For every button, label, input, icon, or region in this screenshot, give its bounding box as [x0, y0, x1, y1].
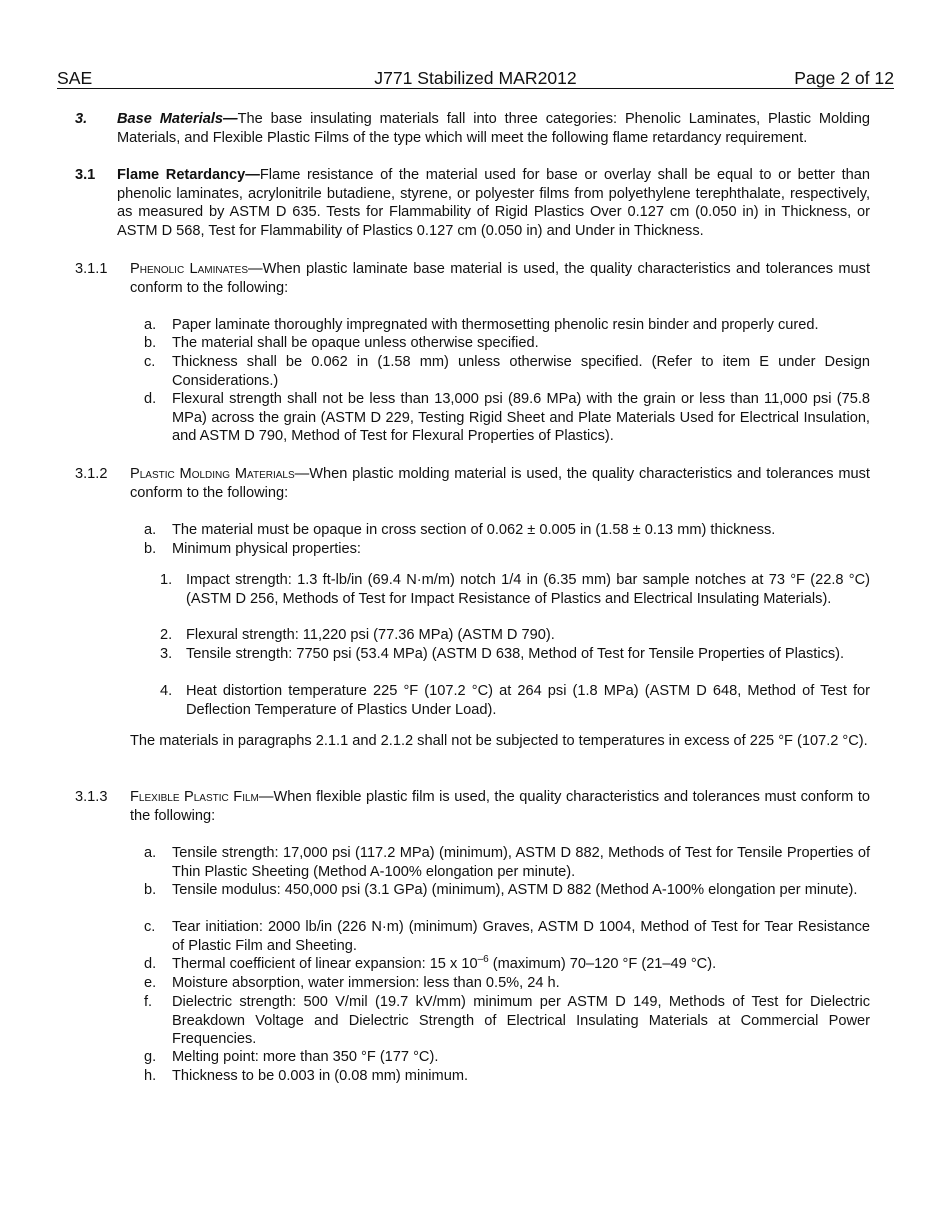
list-label: b.	[144, 335, 157, 351]
property-item: Flexural strength: 11,220 psi (77.36 MPa) (ASTM D 790).	[186, 627, 555, 643]
list-label: c.	[144, 354, 156, 370]
section-paragraph	[130, 788, 870, 825]
section-text: —When plastic molding material is used, the quality characteristics and tolerances must conform to the following:	[130, 466, 870, 501]
section-title: Phenolic Laminates	[130, 261, 249, 277]
list-item: Tear initiation: 2000 lb/in (226 N·m) (minimum) Graves, ASTM D 1004, Method of Test for Tear Resistance of Plastic Film and Sheeting.	[172, 919, 870, 954]
property-label: 3.	[160, 646, 173, 662]
header-org: SAE	[57, 68, 93, 88]
list-label: b.	[144, 541, 157, 557]
list-item	[172, 955, 870, 974]
list-item-text: Thermal coefficient of linear expansion: 15 x 10	[172, 956, 478, 972]
property-item: Impact strength: 1.3 ft-lb/in (69.4 N·m/m) notch 1/4 in (6.35 mm) bar sample notches at 73 °F (22.8 °C) (ASTM D 256, Methods of Test for Impact Resistance of Plastics and Electrical Insulating Materials).	[186, 572, 870, 607]
list-item: Minimum physical properties:	[172, 541, 361, 557]
section-number: 3.	[75, 111, 88, 127]
property-label: 4.	[160, 683, 173, 699]
list-item: Flexural strength shall not be less than 13,000 psi (89.6 MPa) with the grain or less than 11,000 psi (75.8 MPa) across the grain (ASTM D 229, Testing Rigid Sheet and Plate Materials Used for Electrical Insulation, and ASTM D 790, Method of Test for Flexural Properties of Plastics).	[172, 391, 870, 444]
section-text: —When plastic laminate base material is used, the quality characteristics and tolerances must conform to the following:	[130, 261, 871, 296]
list-item: Tensile modulus: 450,000 psi (3.1 GPa) (minimum), ASTM D 882 (Method A-100% elongation per minute).	[172, 882, 858, 898]
list-item: Melting point: more than 350 °F (177 °C).	[172, 1049, 439, 1065]
section-paragraph	[117, 166, 870, 240]
list-label: h.	[144, 1068, 157, 1084]
page-header	[57, 68, 894, 89]
list-item-text: (maximum) 70–120 °F (21–49 °C).	[488, 956, 717, 972]
section-title: Base Materials—	[117, 111, 238, 127]
list-label: e.	[144, 975, 157, 991]
list-label: a.	[144, 317, 157, 333]
section-number: 3.1.1	[75, 261, 108, 277]
section-title: Flame Retardancy—	[117, 167, 260, 183]
header-doc-id: J771 Stabilized MAR2012	[374, 68, 577, 88]
list-label: b.	[144, 882, 157, 898]
list-label: d.	[144, 391, 157, 407]
list-item: The material must be opaque in cross section of 0.062 ± 0.005 in (1.58 ± 0.13 mm) thickness.	[172, 522, 776, 538]
section-number: 3.1.2	[75, 466, 108, 482]
section-text: The base insulating materials fall into three categories: Phenolic Laminates, Plastic Molding Materials, and Flexible Plastic Films of the type which will meet the following flame retardancy requirement.	[117, 111, 870, 146]
list-item: Moisture absorption, water immersion: less than 0.5%, 24 h.	[172, 975, 560, 991]
section-paragraph	[130, 260, 870, 297]
section-title: Plastic Molding Materials	[130, 466, 295, 482]
section-paragraph	[130, 465, 870, 502]
property-item: Heat distortion temperature 225 °F (107.2 °C) at 264 psi (1.8 MPa) (ASTM D 648, Method of Test for Deflection Temperature of Plastics Under Load).	[186, 683, 870, 718]
list-label: a.	[144, 522, 157, 538]
exponent: –6	[477, 954, 489, 965]
header-page-number: Page 2 of 12	[794, 68, 894, 88]
section-number: 3.1.3	[75, 789, 108, 805]
section-paragraph	[117, 110, 870, 147]
list-label: f.	[144, 994, 153, 1010]
section-text: Flame resistance of the material used for base or overlay shall be equal to or better than phenolic laminates, acrylonitrile butadiene, styrene, or polyester films from polyethylene terephthalate, respectively, as measured by ASTM D 635. Tests for Flammability of Rigid Plastics Over 0.127 cm (0.050 in) in Thickness, or ASTM D 568, Test for Flammability of Plastics 0.127 cm (0.050 in) and Under in Thickness.	[117, 167, 870, 239]
property-item: Tensile strength: 7750 psi (53.4 MPa) (ASTM D 638, Method of Test for Tensile Properties of Plastics).	[186, 646, 845, 662]
list-item: Tensile strength: 17,000 psi (117.2 MPa) (minimum), ASTM D 882, Methods of Test for Tensile Properties of Thin Plastic Sheeting (Method A-100% elongation per minute).	[172, 845, 870, 880]
property-label: 2.	[160, 627, 173, 643]
list-item: Thickness to be 0.003 in (0.08 mm) minimum.	[172, 1068, 469, 1084]
note-paragraph: The materials in paragraphs 2.1.1 and 2.1.2 shall not be subjected to temperatures in excess of 225 °F (107.2 °C).	[130, 733, 868, 749]
section-number: 3.1	[75, 167, 96, 183]
list-label: c.	[144, 919, 156, 935]
list-item: Paper laminate thoroughly impregnated with thermosetting phenolic resin binder and properly cured.	[172, 317, 819, 333]
list-item: The material shall be opaque unless otherwise specified.	[172, 335, 539, 351]
list-label: g.	[144, 1049, 157, 1065]
section-title: Flexible Plastic Film	[130, 789, 259, 805]
section-text: —When flexible plastic film is used, the quality characteristics and tolerances must conform to the following:	[130, 789, 870, 824]
list-item: Thickness shall be 0.062 in (1.58 mm) unless otherwise specified. (Refer to item E under Design Considerations.)	[172, 354, 870, 389]
list-label: a.	[144, 845, 157, 861]
list-label: d.	[144, 956, 157, 972]
property-label: 1.	[160, 572, 173, 588]
list-item: Dielectric strength: 500 V/mil (19.7 kV/mm) minimum per ASTM D 149, Methods of Test for Dielectric Breakdown Voltage and Dielectric Strength of Electrical Insulating Materials at Commercial Power Frequencies.	[172, 994, 870, 1047]
